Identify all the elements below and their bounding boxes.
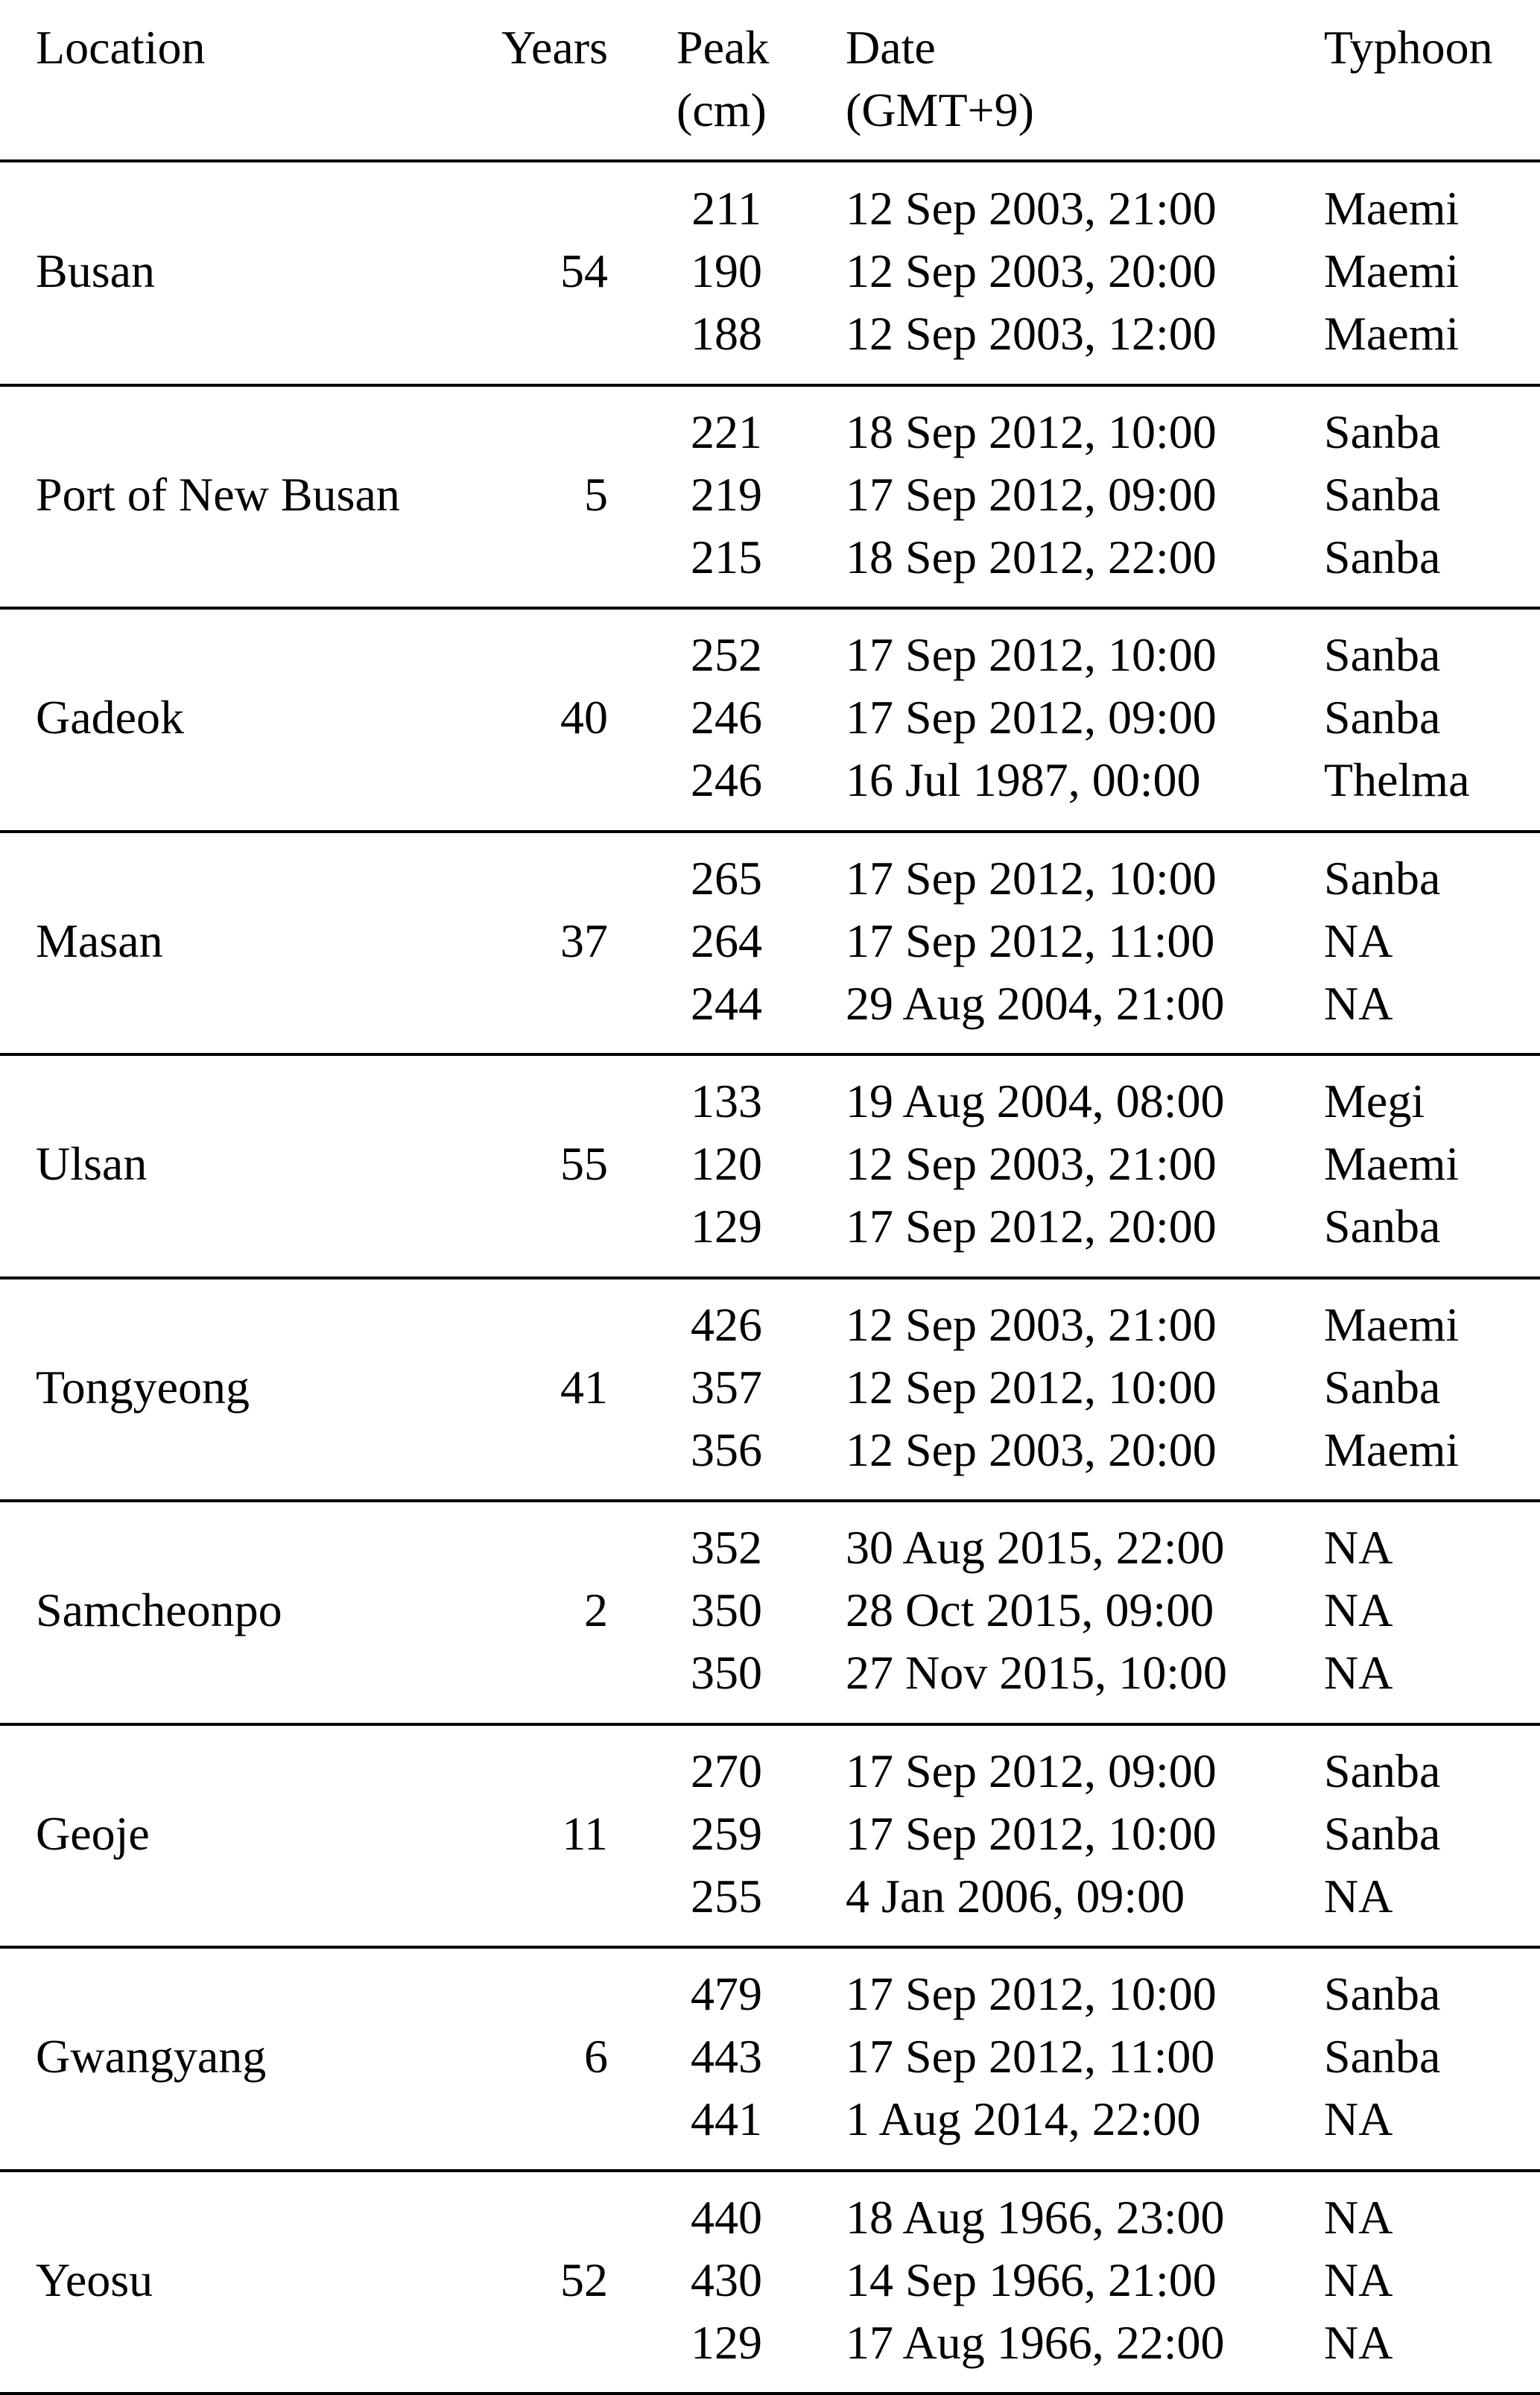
- peak-cell: 129: [691, 1200, 762, 1253]
- peak-cell: 426: [691, 1297, 762, 1351]
- peak-cell: 215: [691, 530, 762, 583]
- date-cell: 19 Aug 2004, 08:00: [846, 1075, 1225, 1127]
- typhoon-cell: NA: [1324, 976, 1393, 1030]
- date-cell: 14 Sep 1966, 21:00: [846, 2253, 1217, 2306]
- date-cell: 17 Sep 2012, 09:00: [846, 691, 1217, 744]
- typhoon-cell: Sanba: [1324, 851, 1441, 905]
- years-cell: 41: [560, 1360, 608, 1414]
- years-cell: 5: [584, 467, 608, 521]
- date-cell: 12 Sep 2003, 20:00: [846, 244, 1217, 297]
- date-cell: 12 Sep 2012, 10:00: [846, 1360, 1217, 1414]
- location-cell: Masan: [36, 914, 163, 967]
- typhoon-cell: Maemi: [1324, 1297, 1460, 1351]
- table-row-group: [0, 386, 1540, 610]
- peak-cell: 350: [691, 1646, 762, 1699]
- location-cell: Port of New Busan: [36, 467, 400, 521]
- typhoon-cell: Sanba: [1324, 467, 1441, 521]
- typhoon-cell: NA: [1324, 2315, 1393, 2369]
- table-row-group: [0, 832, 1540, 1056]
- table-row-group: [0, 1948, 1540, 2171]
- table-row-group: [0, 1279, 1540, 1502]
- date-cell: 17 Aug 1966, 22:00: [846, 2315, 1225, 2369]
- peak-cell: 133: [691, 1075, 762, 1127]
- date-cell: 12 Sep 2003, 21:00: [846, 1297, 1217, 1351]
- years-cell: 52: [560, 2253, 608, 2306]
- table-row-group: [0, 162, 1540, 386]
- typhoon-cell: Sanba: [1324, 405, 1441, 458]
- years-cell: 2: [584, 1584, 608, 1636]
- date-cell: 12 Sep 2003, 21:00: [846, 1137, 1217, 1190]
- peak-cell: 440: [691, 2190, 762, 2244]
- peak-cell: 259: [691, 1806, 762, 1860]
- date-cell: 12 Sep 2003, 12:00: [846, 307, 1217, 360]
- date-cell: 17 Sep 2012, 11:00: [846, 2030, 1215, 2083]
- date-cell: 17 Sep 2012, 20:00: [846, 1200, 1217, 1253]
- peak-cell: 246: [691, 691, 762, 744]
- date-cell: 17 Sep 2012, 09:00: [846, 1744, 1217, 1797]
- header-location: Location: [36, 21, 206, 74]
- peak-cell: 129: [691, 2315, 762, 2369]
- typhoon-cell: NA: [1324, 2253, 1393, 2306]
- header-date-line2: (GMT+9): [846, 83, 1034, 136]
- typhoon-cell: Sanba: [1324, 2030, 1441, 2083]
- typhoon-cell: Sanba: [1324, 1967, 1441, 2020]
- peak-cell: 479: [691, 1967, 762, 2020]
- header-peak-line1: Peak: [676, 21, 770, 74]
- typhoon-cell: NA: [1324, 2092, 1393, 2145]
- date-cell: 1 Aug 2014, 22:00: [846, 2092, 1201, 2145]
- date-cell: 30 Aug 2015, 22:00: [846, 1521, 1225, 1574]
- location-cell: Ulsan: [36, 1137, 148, 1190]
- date-cell: 17 Sep 2012, 11:00: [846, 914, 1215, 967]
- typhoon-cell: Maemi: [1324, 307, 1460, 360]
- date-cell: 27 Nov 2015, 10:00: [846, 1646, 1227, 1699]
- peak-cell: 352: [691, 1521, 762, 1574]
- typhoon-cell: Maemi: [1324, 182, 1460, 235]
- years-cell: 6: [584, 2030, 608, 2083]
- peak-cell: 255: [691, 1869, 762, 1923]
- date-cell: 12 Sep 2003, 20:00: [846, 1423, 1217, 1476]
- peak-cell: 356: [691, 1423, 762, 1476]
- typhoon-cell: Sanba: [1324, 1360, 1441, 1414]
- years-cell: 54: [560, 244, 608, 297]
- date-cell: 18 Aug 1966, 23:00: [846, 2190, 1225, 2244]
- peak-cell: 443: [691, 2030, 762, 2083]
- peak-cell: 120: [691, 1137, 762, 1190]
- header-years: Years: [501, 21, 608, 74]
- peak-cell: 264: [691, 914, 762, 967]
- typhoon-cell: Sanba: [1324, 1806, 1441, 1860]
- location-cell: Gadeok: [36, 691, 185, 744]
- peak-cell: 252: [691, 628, 762, 681]
- date-cell: 17 Sep 2012, 09:00: [846, 467, 1217, 521]
- date-cell: 17 Sep 2012, 10:00: [846, 1967, 1217, 2020]
- table-row-group: [0, 1725, 1540, 1949]
- years-cell: 37: [560, 914, 608, 967]
- typhoon-cell: Sanba: [1324, 530, 1441, 583]
- typhoon-cell: Sanba: [1324, 1744, 1441, 1797]
- peak-cell: 430: [691, 2253, 762, 2306]
- table-row-group: [0, 2171, 1540, 2395]
- date-cell: 29 Aug 2004, 21:00: [846, 976, 1225, 1030]
- typhoon-cell: NA: [1324, 2190, 1393, 2244]
- typhoon-cell: Sanba: [1324, 628, 1441, 681]
- typhoon-cell: Maemi: [1324, 1423, 1460, 1476]
- typhoon-cell: NA: [1324, 1521, 1393, 1574]
- table-row-group: [0, 1055, 1540, 1279]
- table-row-group: [0, 1502, 1540, 1725]
- peak-cell: 350: [691, 1584, 762, 1636]
- location-cell: Gwangyang: [36, 2030, 267, 2083]
- date-cell: 18 Sep 2012, 10:00: [846, 405, 1217, 458]
- typhoon-cell: NA: [1324, 1646, 1393, 1699]
- typhoon-cell: Maemi: [1324, 1137, 1460, 1190]
- date-cell: 17 Sep 2012, 10:00: [846, 851, 1217, 905]
- date-cell: 12 Sep 2003, 21:00: [846, 182, 1217, 235]
- peak-cell: 190: [691, 244, 762, 297]
- years-cell: 55: [560, 1137, 608, 1190]
- typhoon-cell: Megi: [1324, 1075, 1425, 1127]
- peak-cell: 188: [691, 307, 762, 360]
- years-cell: 40: [560, 691, 608, 744]
- peak-cell: 219: [691, 467, 762, 521]
- typhoon-cell: Maemi: [1324, 244, 1460, 297]
- typhoon-cell: NA: [1324, 914, 1393, 967]
- typhoon-cell: Sanba: [1324, 1200, 1441, 1253]
- location-cell: Tongyeong: [36, 1360, 250, 1414]
- peak-cell: 441: [691, 2092, 762, 2145]
- location-cell: Busan: [36, 244, 155, 297]
- peak-cell: 270: [691, 1744, 762, 1797]
- peak-cell: 221: [691, 405, 762, 458]
- peak-cell: 246: [691, 753, 762, 806]
- date-cell: 17 Sep 2012, 10:00: [846, 628, 1217, 681]
- date-cell: 4 Jan 2006, 09:00: [846, 1869, 1185, 1923]
- peak-cell: 265: [691, 851, 762, 905]
- date-cell: 18 Sep 2012, 22:00: [846, 530, 1217, 583]
- typhoon-cell: Sanba: [1324, 691, 1441, 744]
- table-row-group: [0, 609, 1540, 832]
- location-cell: Yeosu: [36, 2253, 153, 2306]
- typhoon-cell: NA: [1324, 1869, 1393, 1923]
- header-date-line1: Date: [846, 21, 936, 74]
- typhoon-cell: NA: [1324, 1584, 1393, 1636]
- location-cell: Geoje: [36, 1806, 150, 1860]
- location-cell: Samcheonpo: [36, 1584, 282, 1636]
- typhoon-cell: Thelma: [1324, 753, 1470, 806]
- peak-cell: 357: [691, 1360, 762, 1414]
- date-cell: 28 Oct 2015, 09:00: [846, 1584, 1214, 1636]
- date-cell: 16 Jul 1987, 00:00: [846, 753, 1201, 806]
- header-peak-line2: (cm): [676, 83, 767, 136]
- date-cell: 17 Sep 2012, 10:00: [846, 1806, 1217, 1860]
- years-cell: 11: [562, 1806, 608, 1860]
- peak-cell: 211: [691, 182, 761, 235]
- peak-cell: 244: [691, 976, 762, 1030]
- header-typhoon: Typhoon: [1324, 21, 1493, 74]
